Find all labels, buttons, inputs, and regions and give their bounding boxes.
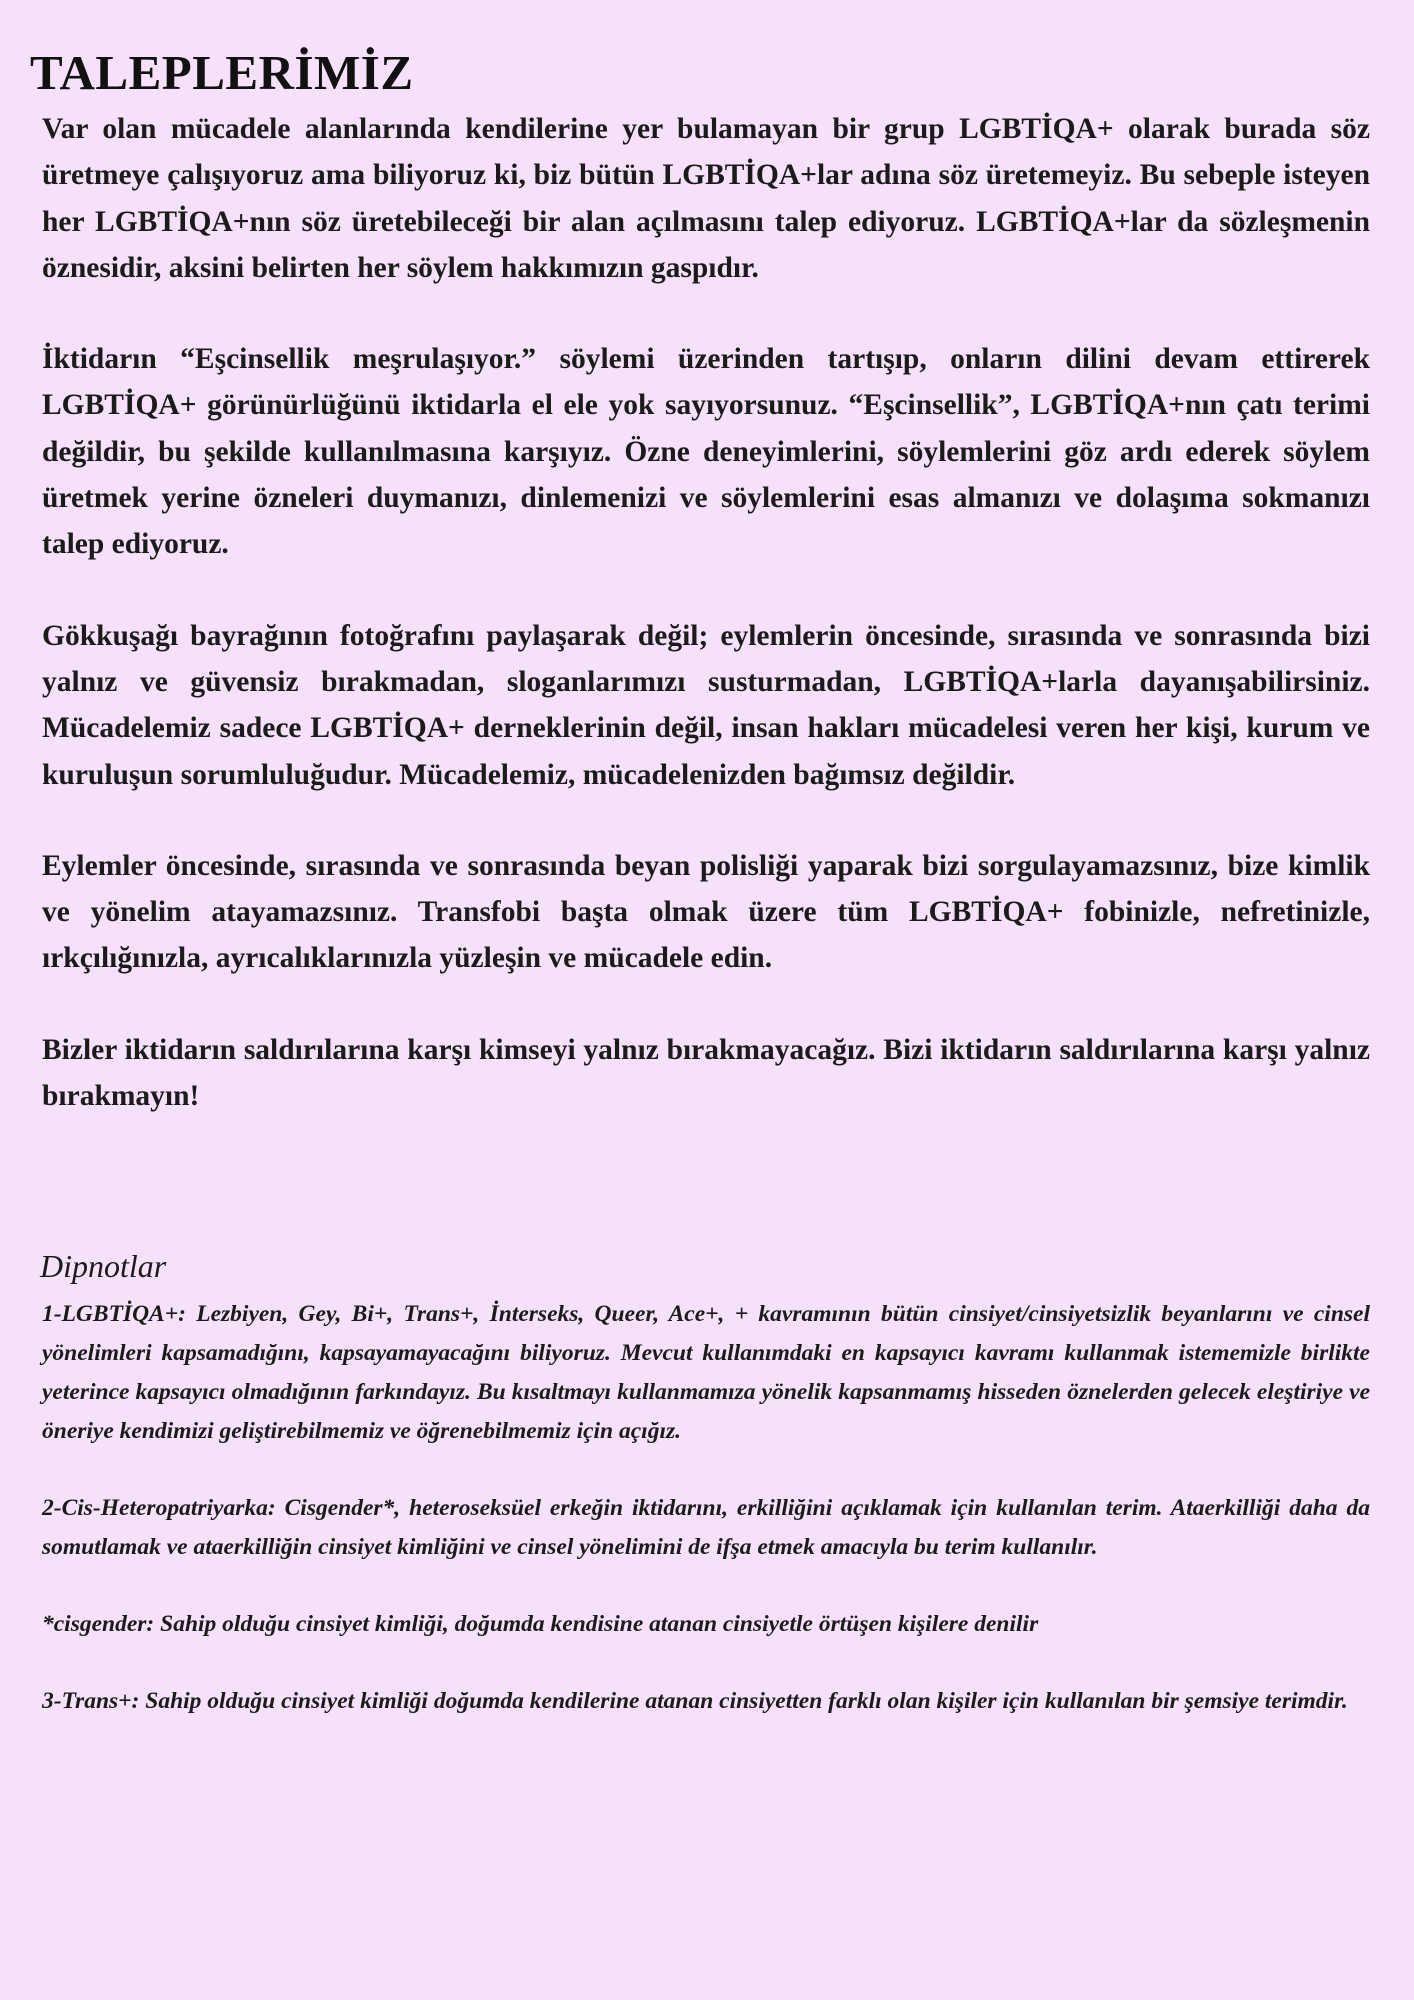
footnotes-heading: Dipnotlar [40, 1248, 167, 1284]
footnote-1: 1-LGBTİQA+: Lezbiyen, Gey, Bi+, Trans+, İnterseks, Queer, Ace+, + kavramının bütün cinsiyet/cinsiyetsizlik beyanlarını ve cinsel yönelimleri kapsamadığını, kapsayamayacağını biliyoruz. Mevcut kullanımdaki en kapsayıcı kavramı kullanmak istememizle birlikte yeterince kapsayıcı olmadığının farkındayız. Bu kısaltmayı kullanmamıza yönelik kapsanmamış hisseden öznelerden gelecek eleştiriye ve öneriye kendimizi geliştirebilmemiz ve öğrenebilmemiz için açığız. [42, 1301, 1370, 1444]
footnote-2: 2-Cis-Heteropatriyarka: Cisgender*, heteroseksüel erkeğin iktidarını, erkilliğini açıklamak için kullanılan terim. Ataerkilliği daha da somutlamak ve ataerkilliğin cinsiyet kimliğini ve cinsel yönelimini de ifşa etmek amacıyla bu terim kullanılır. [42, 1495, 1370, 1560]
footnote-3: 3-Trans+: Sahip olduğu cinsiyet kimliği doğumda kendilerine atanan cinsiyetten farklı olan kişiler için kullanılan bir şemsiye terimdir. [42, 1688, 1348, 1714]
paragraph-1: Var olan mücadele alanlarında kendilerine yer bulamayan bir grup LGBTİQA+ olarak burada söz üretmeye çalışıyoruz ama biliyoruz ki, biz bütün LGBTİQA+lar adına söz üretemeyiz. Bu sebeple isteyen her LGBTİQA+nın söz üretebileceği bir alan açılmasını talep ediyoruz. LGBTİQA+lar da sözleşmenin öznesidir, aksini belirten her söylem hakkımızın gaspıdır. [42, 113, 1370, 284]
document-title: TALEPLERİMİZ [30, 45, 414, 100]
paragraph-2: İktidarın “Eşcinsellik meşrulaşıyor.” söylemi üzerinden tartışıp, onların dilini devam ettirerek LGBTİQA+ görünürlüğünü iktidarla el ele yok sayıyorsunuz. “Eşcinsellik”, LGBTİQA+nın çatı terimi değildir, bu şekilde kullanılmasına karşıyız. Özne deneyimlerini, söylemlerini göz ardı ederek söylem üretmek yerine özneleri duymanızı, dinlemenizi ve söylemlerini esas almanızı ve dolaşıma sokmanızı talep ediyoruz. [42, 343, 1370, 561]
main-text [42, 106, 1370, 1119]
paragraph-3: Gökkuşağı bayrağının fotoğrafını paylaşarak değil; eylemlerin öncesinde, sırasında ve sonrasında bizi yalnız ve güvensiz bırakmadan, sloganlarımızı susturmadan, LGBTİQA+larla dayanışabilirsiniz. Mücadelemiz sadece LGBTİQA+ derneklerinin değil, insan hakları mücadelesi veren her kişi, kurum ve kuruluşun sorumluluğudur. Mücadelemiz, mücadelenizden bağımsız değildir. [42, 619, 1370, 791]
paragraph-4: Eylemler öncesinde, sırasında ve sonrasında beyan polisliği yaparak bizi sorgulayamazsınız, bize kimlik ve yönelim atayamazsınız. Transfobi başta olmak üzere tüm LGBTİQA+ fobinizle, nefretinizle, ırkçılığınızla, ayrıcalıklarınızla yüzleşin ve mücadele edin. [42, 849, 1370, 975]
footnotes [42, 1295, 1370, 1759]
footnote-cisgender: *cisgender: Sahip olduğu cinsiyet kimliği, doğumda kendisine atanan cinsiyetle örtüşen kişilere denilir [42, 1611, 1039, 1637]
paragraph-5: Bizler iktidarın saldırılarına karşı kimseyi yalnız bırakmayacağız. Bizi iktidarın saldırılarına karşı yalnız bırakmayın! [42, 1033, 1370, 1113]
